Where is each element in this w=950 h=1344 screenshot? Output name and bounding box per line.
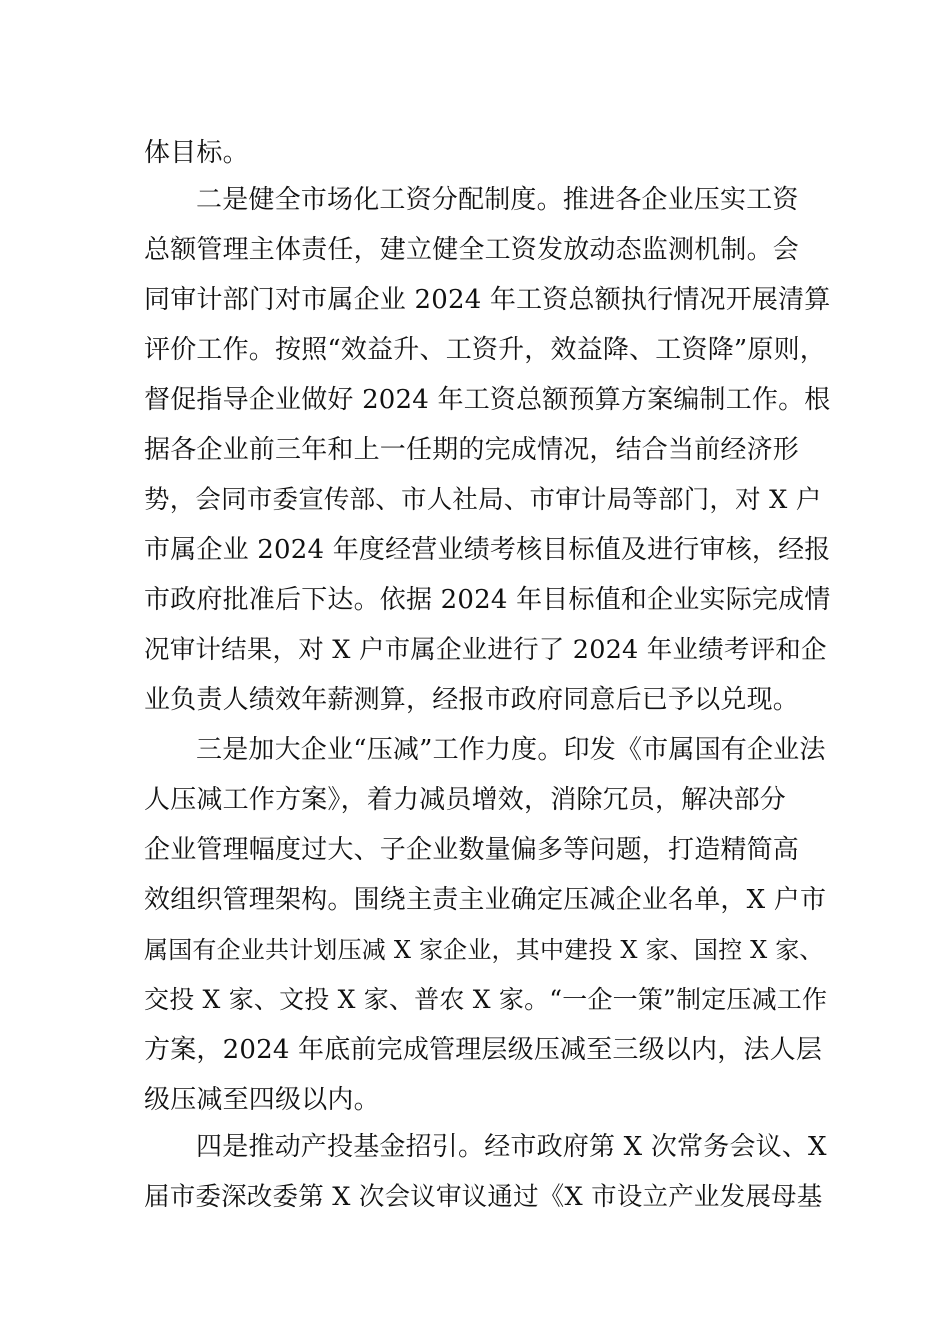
text-line: 效组织管理架构。围绕主责主业确定压减企业名单，X 户市 — [144, 885, 827, 915]
text-line: 况审计结果，对 X 户市属企业进行了 2024 年业绩考评和企 — [144, 635, 827, 665]
text-line: 据各企业前三年和上一任期的完成情况，结合当前经济形 — [144, 435, 800, 465]
text-line: 属国有企业共计划压减 X 家企业，其中建投 X 家、国控 X 家、 — [144, 936, 824, 964]
text-line: 四是推动产投基金招引。经市政府第 X 次常务会议、X — [196, 1132, 827, 1162]
text-line: 方案，2024 年底前完成管理层级压减至三级以内，法人层 — [144, 1035, 823, 1065]
text-line: 级压减至四级以内。 — [144, 1085, 380, 1115]
text-line: 体目标。 — [144, 138, 249, 168]
text-line: 势，会同市委宣传部、市人社局、市审计局等部门，对 X 户 — [144, 485, 822, 515]
text-line: 交投 X 家、文投 X 家、普农 X 家。“一企一策”制定压减工作 — [144, 985, 828, 1014]
text-line: 市政府批准后下达。依据 2024 年目标值和企业实际完成情 — [144, 585, 831, 615]
text-line: 人压减工作方案》，着力减员增效，消除冗员，解决部分 — [144, 785, 787, 815]
text-line: 督促指导企业做好 2024 年工资总额预算方案编制工作。根 — [144, 385, 831, 415]
text-line: 二是健全市场化工资分配制度。推进各企业压实工资 — [196, 185, 799, 215]
text-line: 三是加大企业“压减”工作力度。印发《市属国有企业法 — [196, 735, 826, 765]
text-line: 同审计部门对市属企业 2024 年工资总额执行情况开展清算 — [144, 285, 831, 315]
text-line: 届市委深改委第 X 次会议审议通过《X 市设立产业发展母基 — [144, 1182, 823, 1212]
text-line: 市属企业 2024 年度经营业绩考核目标值及进行审核，经报 — [144, 535, 831, 565]
text-line: 企业管理幅度过大、子企业数量偏多等问题，打造精简高 — [144, 835, 800, 865]
text-line: 总额管理主体责任，建立健全工资发放动态监测机制。会 — [144, 235, 800, 265]
text-line: 评价工作。按照“效益升、工资升，效益降、工资降”原则， — [144, 335, 826, 365]
text-line: 业负责人绩效年薪测算，经报市政府同意后已予以兑现。 — [144, 685, 800, 715]
